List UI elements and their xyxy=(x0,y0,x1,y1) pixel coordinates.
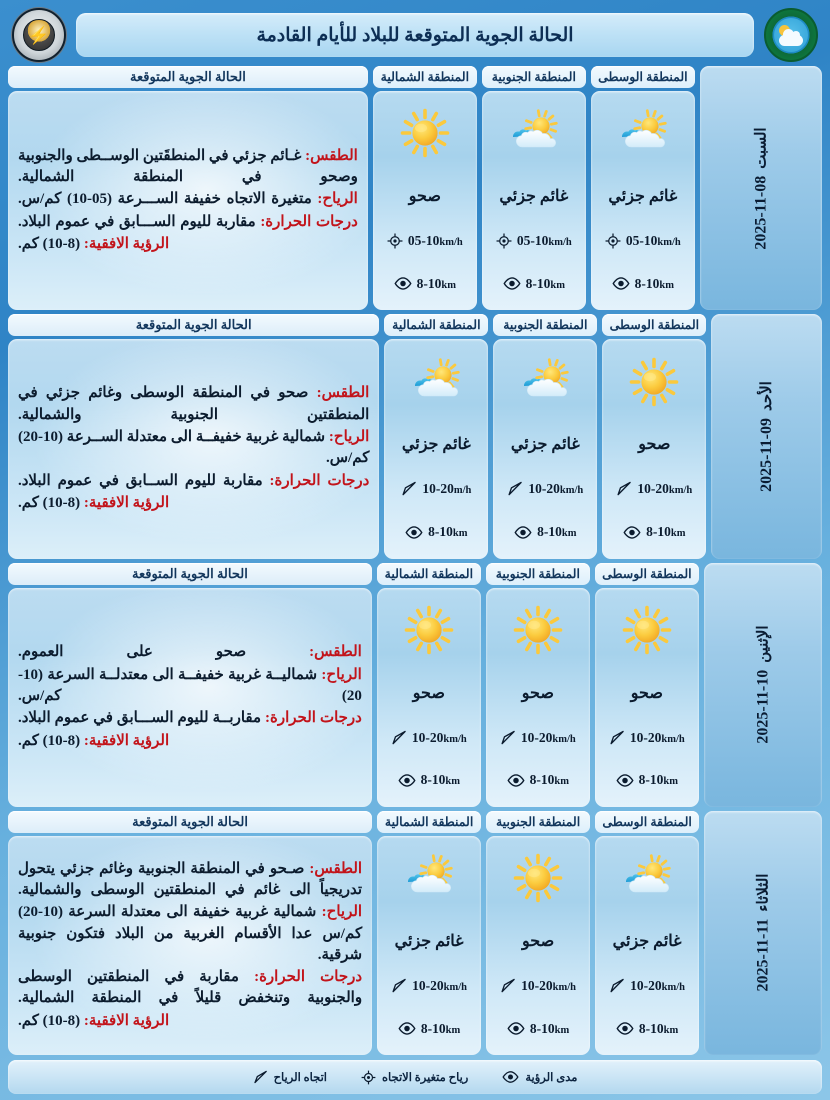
visibility-value-northern: 8-10km xyxy=(428,524,468,540)
weather-icon-central xyxy=(616,604,678,656)
legend-bar xyxy=(8,1060,822,1094)
forecast-text-card xyxy=(8,339,379,558)
wind-value-southern: 05-10km/h xyxy=(516,233,572,249)
wind-value-northern: 10-20km/h xyxy=(412,977,468,993)
region-card-northern xyxy=(384,339,488,558)
weather-icon-central xyxy=(616,852,678,904)
date-value: 2025-11-11 xyxy=(754,918,772,992)
wind-metric-northern xyxy=(391,730,467,746)
weekday-label: الإثنين xyxy=(755,625,772,663)
forecast-wind-line: الرياح: شمالية غربية خفيفة الى معتدلة السرعة (10-20) كم/س عدا الأقسام الغربية من البلاد فتكون جنوبية شرقية. xyxy=(18,904,363,963)
date-label xyxy=(753,626,772,744)
eye-icon xyxy=(623,526,641,539)
variable-wind-icon xyxy=(605,233,621,249)
condition-label-northern: غائم جزئي xyxy=(394,932,464,950)
wind-value-southern: 10-20km/h xyxy=(520,729,576,745)
sunny-icon xyxy=(394,107,456,159)
visibility-metric-southern xyxy=(507,1021,569,1037)
forecast-text-header: الحالة الجوية المتوقعة xyxy=(8,811,372,833)
region-column-southern xyxy=(486,811,590,1055)
forecast-temperature-line: درجات الحرارة: مقاربة في المنطقتين الوسطى والجنوبية وتنخفض قليلاً في المنطقة الشمالية. xyxy=(18,969,363,1007)
weather-icon-southern xyxy=(507,852,569,904)
region-header-central: المنطقة الوسطى xyxy=(602,314,706,336)
eye-icon xyxy=(616,1022,634,1035)
wind-metric-northern xyxy=(387,233,463,249)
weather-icon-northern xyxy=(398,604,460,656)
region-column-southern xyxy=(486,563,590,807)
eye-icon xyxy=(394,277,412,290)
variable-wind-icon xyxy=(496,233,512,249)
visibility-value-northern: 8-10km xyxy=(416,275,457,291)
forecast-text-header: الحالة الجوية المتوقعة xyxy=(8,314,379,336)
wind-direction-icon xyxy=(391,978,407,994)
weather-icon-southern xyxy=(514,356,576,408)
region-header-southern: المنطقة الجنوبية xyxy=(486,563,590,585)
region-column-northern xyxy=(384,314,488,558)
wind-direction-icon xyxy=(616,481,632,497)
eye-icon xyxy=(507,1022,525,1035)
visibility-value-central: 8-10km xyxy=(638,1020,679,1036)
date-column xyxy=(711,314,822,558)
region-column-northern xyxy=(373,66,477,310)
forecast-wind-line: الرياح: متغيرة الاتجاه خفيفة الســـرعة (05-10) كم/س. xyxy=(18,191,358,208)
condition-label-southern: غائم جزئي xyxy=(499,188,569,206)
visibility-metric-central xyxy=(616,772,678,788)
legend-visibility-label: مدى الرؤية xyxy=(525,1072,578,1084)
forecast-text-card xyxy=(8,91,368,310)
forecast-weather-line: الطقس: غـائم جزئي في المنطقَتين الوســطى والجنوبية وصحو في المنطقة الشمالية. xyxy=(18,147,358,186)
day-row xyxy=(8,314,822,558)
region-card-central xyxy=(595,588,699,807)
forecast-temperature-line: درجات الحرارة: مقاربة لليوم الســـابق في عموم البلاد. xyxy=(18,213,358,230)
region-header-central: المنطقة الوسطى xyxy=(591,66,695,88)
weather-icon-northern xyxy=(394,107,456,159)
wind-metric-northern xyxy=(401,481,471,497)
forecast-temperature-line: درجات الحرارة: مقاربــة لليوم الســـابق في عموم البلاد. xyxy=(18,710,362,727)
ministry-seal-logo xyxy=(12,8,66,62)
roundel-cloud-icon xyxy=(779,35,803,46)
wind-direction-icon xyxy=(401,481,417,497)
region-header-central: المنطقة الوسطى xyxy=(595,563,699,585)
weekday-label: السبت xyxy=(753,127,770,169)
region-card-southern xyxy=(493,339,597,558)
forecast-visibility-line: الرؤية الافقية: (8-10) كم. xyxy=(18,494,170,511)
wind-metric-central xyxy=(605,233,681,249)
date-column xyxy=(704,563,822,807)
date-column xyxy=(704,811,822,1055)
eye-icon xyxy=(514,526,532,539)
eye-icon xyxy=(398,1022,416,1035)
eye-icon xyxy=(502,1071,519,1083)
wind-metric-southern xyxy=(500,730,576,746)
wind-value-northern: 10-20m/h xyxy=(422,481,472,497)
date-label xyxy=(757,381,776,492)
visibility-metric-southern xyxy=(514,524,576,540)
date-label xyxy=(754,874,773,992)
wind-value-central: 10-20km/h xyxy=(637,481,693,497)
page-title: الحالة الجوية المتوقعة للبلاد للأيام القادمة xyxy=(256,24,574,46)
weather-icon-central xyxy=(623,356,685,408)
wind-value-northern: 05-10km/h xyxy=(407,233,463,249)
visibility-value-northern: 8-10km xyxy=(420,1020,461,1036)
weather-icon-southern xyxy=(507,604,569,656)
wind-direction-icon xyxy=(253,1070,268,1085)
visibility-value-central: 8-10km xyxy=(646,524,686,540)
condition-label-northern: غائم جزئي xyxy=(401,436,471,454)
seal-graphic xyxy=(23,19,55,51)
wind-value-central: 10-20km/h xyxy=(629,729,685,745)
wind-value-central: 05-10km/h xyxy=(625,233,681,249)
day-row xyxy=(8,811,822,1055)
region-column-central xyxy=(591,66,695,310)
visibility-value-southern: 8-10km xyxy=(537,524,577,540)
forecast-visibility-line: الرؤية الافقية: (8-10) كم. xyxy=(18,732,170,749)
wind-metric-southern xyxy=(500,978,576,994)
variable-wind-icon xyxy=(387,233,403,249)
date-value: 2025-11-09 xyxy=(758,417,776,492)
partly-cloudy-icon xyxy=(616,852,678,904)
condition-label-southern: غائم جزئي xyxy=(510,436,580,454)
condition-label-southern: صحو xyxy=(521,684,554,702)
region-card-southern xyxy=(486,836,590,1055)
partly-cloudy-icon xyxy=(514,356,576,408)
visibility-metric-southern xyxy=(503,276,565,292)
visibility-metric-northern xyxy=(398,1021,460,1037)
wind-value-northern: 10-20km/h xyxy=(411,729,467,745)
eye-icon xyxy=(507,774,525,787)
partly-cloudy-icon xyxy=(398,852,460,904)
forecast-rows xyxy=(8,64,822,1055)
region-card-central xyxy=(591,91,695,310)
weekday-label: الأحد xyxy=(759,381,776,411)
forecast-visibility-line: الرؤية الافقية: (8-10) كم. xyxy=(18,236,170,253)
region-column-southern xyxy=(493,314,597,558)
wind-direction-icon xyxy=(609,730,625,746)
forecast-visibility-line: الرؤية الافقية: (8-10) كم. xyxy=(18,1012,170,1029)
wind-direction-icon xyxy=(609,978,625,994)
roundel-graphic xyxy=(774,18,808,52)
wind-metric-central xyxy=(609,978,685,994)
date-value: 2025-11-08 xyxy=(752,175,770,250)
wind-metric-southern xyxy=(496,233,572,249)
forecast-text-column xyxy=(8,563,372,807)
wind-metric-northern xyxy=(391,978,467,994)
visibility-value-southern: 8-10km xyxy=(529,1020,570,1036)
legend-visibility xyxy=(502,1070,577,1084)
sunny-icon xyxy=(507,604,569,656)
region-header-northern: المنطقة الشمالية xyxy=(373,66,477,88)
weather-icon-central xyxy=(612,107,674,159)
forecast-text-column xyxy=(8,66,368,310)
forecast-text-column xyxy=(8,314,379,558)
visibility-metric-southern xyxy=(507,772,569,788)
visibility-value-central: 8-10km xyxy=(638,772,679,788)
region-column-central xyxy=(602,314,706,558)
eye-icon xyxy=(616,774,634,787)
day-row xyxy=(8,66,822,310)
condition-label-central: غائم جزئي xyxy=(608,188,678,206)
partly-cloudy-icon xyxy=(503,107,565,159)
forecast-text-column xyxy=(8,811,372,1055)
region-column-southern xyxy=(482,66,586,310)
wind-value-central: 10-20km/h xyxy=(630,977,686,993)
sunny-icon xyxy=(623,356,685,408)
condition-label-northern: صحو xyxy=(408,188,441,206)
wind-metric-central xyxy=(609,730,685,746)
date-label xyxy=(751,127,770,249)
lightning-bolt-icon: ⚡ xyxy=(28,26,50,46)
sunny-icon xyxy=(507,852,569,904)
sunny-icon xyxy=(616,604,678,656)
weather-icon-southern xyxy=(503,107,565,159)
wind-direction-icon xyxy=(500,978,516,994)
region-card-southern xyxy=(482,91,586,310)
forecast-wind-line: الرياح: شمالية غربية خفيفــة الى معتدلة الســرعة (10-20) كم/س. xyxy=(18,429,370,467)
variable-wind-icon xyxy=(361,1070,376,1085)
meteorology-authority-logo xyxy=(764,8,818,62)
weather-icon-northern xyxy=(405,356,467,408)
forecast-weather-line: الطقس: صـحو في المنطقة الجنوبية وغائم جزئي يتحول تدريجياً الى غائم في المنطقتين الوسطى والشمالية. xyxy=(18,860,363,898)
wind-direction-icon xyxy=(500,730,516,746)
region-card-northern xyxy=(377,836,481,1055)
wind-metric-central xyxy=(616,481,692,497)
region-header-northern: المنطقة الشمالية xyxy=(377,563,481,585)
visibility-metric-central xyxy=(612,276,674,292)
eye-icon xyxy=(405,526,423,539)
region-card-northern xyxy=(377,588,481,807)
region-column-northern xyxy=(377,811,481,1055)
region-card-northern xyxy=(373,91,477,310)
region-card-central xyxy=(602,339,706,558)
region-header-northern: المنطقة الشمالية xyxy=(384,314,488,336)
sunny-icon xyxy=(398,604,460,656)
legend-wind-direction xyxy=(253,1070,327,1085)
forecast-weather-line: الطقس: صحو على العموم. xyxy=(18,644,362,661)
visibility-metric-northern xyxy=(394,276,456,292)
visibility-metric-central xyxy=(623,524,685,540)
forecast-weather-line: الطقس: صحو في المنطقة الوسطى وغائم جزئي في المنطقتين الجنوبية والشمالية. xyxy=(18,385,370,423)
region-column-central xyxy=(595,811,699,1055)
wind-value-southern: 10-20km/h xyxy=(528,481,584,497)
visibility-metric-northern xyxy=(405,524,467,540)
eye-icon xyxy=(503,277,521,290)
region-card-central xyxy=(595,836,699,1055)
wind-direction-icon xyxy=(507,481,523,497)
condition-label-northern: صحو xyxy=(412,684,445,702)
condition-label-central: غائم جزئي xyxy=(612,932,682,950)
eye-icon xyxy=(612,277,630,290)
legend-variable-wind xyxy=(361,1070,468,1085)
visibility-value-southern: 8-10km xyxy=(525,275,566,291)
visibility-value-southern: 8-10km xyxy=(529,772,570,788)
visibility-value-northern: 8-10km xyxy=(420,772,461,788)
region-header-northern: المنطقة الشمالية xyxy=(377,811,481,833)
partly-cloudy-icon xyxy=(612,107,674,159)
eye-icon xyxy=(398,774,416,787)
weather-icon-northern xyxy=(398,852,460,904)
legend-wind-direction-label: اتجاه الرياح xyxy=(273,1072,327,1084)
date-value: 2025-11-10 xyxy=(754,669,772,744)
forecast-temperature-line: درجات الحرارة: مقاربة لليوم الســابق في عموم البلاد. xyxy=(18,472,370,489)
wind-direction-icon xyxy=(391,730,407,746)
forecast-wind-line: الرياح: شماليــة غربية خفيفــة الى معتدلــة السرعة (10-20) كم/س. xyxy=(18,666,362,704)
wind-value-southern: 10-20km/h xyxy=(521,977,577,993)
date-column xyxy=(700,66,822,310)
visibility-metric-northern xyxy=(398,772,460,788)
forecast-text-header: الحالة الجوية المتوقعة xyxy=(8,563,372,585)
region-column-central xyxy=(595,563,699,807)
forecast-text-header: الحالة الجوية المتوقعة xyxy=(8,66,368,88)
region-card-southern xyxy=(486,588,590,807)
region-header-central: المنطقة الوسطى xyxy=(595,811,699,833)
title-bar xyxy=(76,13,754,57)
weekday-label: الثلاثاء xyxy=(755,873,772,912)
partly-cloudy-icon xyxy=(405,356,467,408)
legend-variable-wind-label: رياح متغيرة الاتجاه xyxy=(382,1072,469,1084)
condition-label-central: صحو xyxy=(638,436,671,454)
condition-label-southern: صحو xyxy=(522,932,555,950)
region-header-southern: المنطقة الجنوبية xyxy=(493,314,597,336)
condition-label-central: صحو xyxy=(630,684,663,702)
region-header-southern: المنطقة الجنوبية xyxy=(486,811,590,833)
day-row xyxy=(8,563,822,807)
forecast-text-card xyxy=(8,836,372,1055)
wind-metric-southern xyxy=(507,481,583,497)
page-header xyxy=(8,6,822,64)
region-column-northern xyxy=(377,563,481,807)
visibility-metric-central xyxy=(616,1021,678,1037)
visibility-value-central: 8-10km xyxy=(634,275,675,291)
region-header-southern: المنطقة الجنوبية xyxy=(482,66,586,88)
forecast-text-card xyxy=(8,588,372,807)
